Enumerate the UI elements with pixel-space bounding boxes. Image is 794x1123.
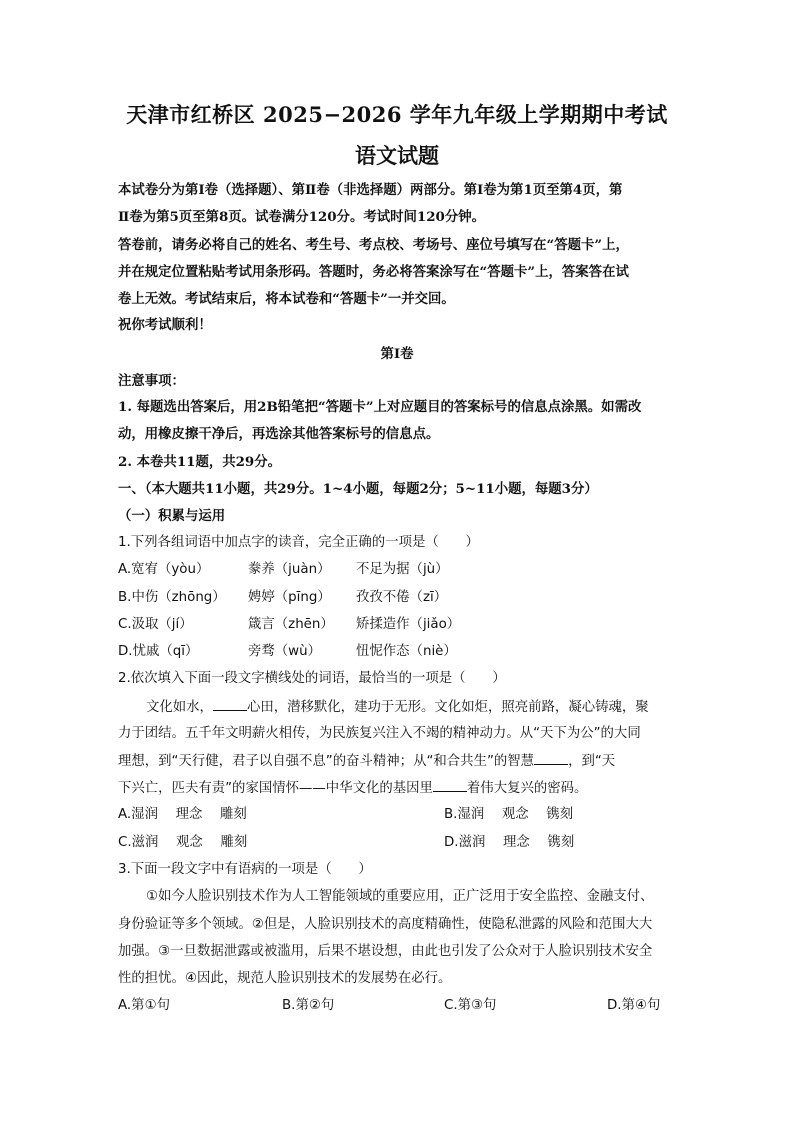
intro-line-2: Ⅱ卷为第5页至第8页。试卷满分120分。考试时间120分钟。	[118, 209, 486, 225]
section-title: 一、（本大题共11小题，共29分。1~4小题，每题2分；5~11小题，每题3分）	[118, 481, 598, 497]
intro-line-1: 本试卷分为第Ⅰ卷（选择题）、第Ⅱ卷（非选择题）两部分。第Ⅰ卷为第1页至第4页，第	[118, 182, 623, 198]
intro-line-3: 答卷前，请务必将自己的姓名、考生号、考点校、考场号、座位号填写在“答题卡”上，	[118, 237, 629, 253]
q1-option-b-2: 娉婷（pīng）	[248, 590, 331, 605]
volume-heading: 第Ⅰ卷	[380, 346, 414, 362]
q2-text-1a: 文化如水，	[146, 700, 213, 715]
q2-text-4b: 着伟大复兴的密码。	[466, 781, 588, 796]
q2-passage-line-1	[146, 698, 706, 717]
q1-option-b-3: 孜孜不倦（zī）	[356, 590, 448, 605]
q2-passage-line-3	[118, 752, 678, 771]
q2-text-3a: 理想，到“天行健，君子以自强不息”的奋斗精神；从“和合共生”的智慧	[118, 754, 535, 769]
q1-stem: 1.下列各组词语中加点字的读音，完全正确的一项是（ ）	[118, 535, 479, 550]
q2-passage-line-4	[118, 779, 678, 798]
q1-option-d-2: 旁骛（wù）	[248, 644, 322, 659]
note-1-line-2: 动，用橡皮擦干净后，再选涂其他答案标号的信息点。	[118, 426, 440, 442]
q3-option-c: C.第③句	[444, 998, 497, 1013]
q2-passage-line-2: 力于团结。五千年文明薪火相传，为民族复兴注入不竭的精神动力。从“天下为公”的大同	[118, 726, 641, 741]
notes-heading: 注意事项：	[118, 373, 185, 389]
q2-option-d: D.滋润 理念 镌刻	[444, 835, 575, 850]
q2-option-a: A.湿润 理念 雕刻	[118, 807, 247, 822]
q3-option-b: B.第②句	[282, 998, 335, 1013]
q3-option-d: D.第④句	[607, 998, 661, 1013]
q1-option-b-1: B.中伤（zhōng）	[118, 590, 226, 605]
q2-text-3b: ，到“天	[568, 754, 616, 769]
page-subtitle: 语文试题	[355, 143, 439, 168]
q1-option-c-2: 箴言（zhēn）	[248, 617, 334, 632]
section-subtitle: （一）积累与运用	[118, 508, 226, 524]
q2-stem: 2.依次填入下面一段文字横线处的词语，最恰当的一项是（ ）	[118, 671, 506, 686]
answer-blank-3	[433, 779, 467, 792]
q3-passage-line-2: 身份验证等多个领域。②但是，人脸识别技术的高度精确性，使隐私泄露的风险和范围大大	[118, 917, 653, 932]
q2-text-1b: 心田，潜移默化，建功于无形。文化如炬，照亮前路，凝心铸魂，聚	[246, 700, 649, 715]
intro-line-4: 并在规定位置粘贴考试用条形码。答题时，务必将答案涂写在“答题卡”上，答案答在试	[118, 264, 629, 280]
q2-text-4a: 下兴亡，匹夫有责”的家国情怀——中华文化的基因里	[118, 781, 433, 796]
intro-line-6: 祝你考试顺利！	[118, 317, 212, 333]
page-title: 天津市红桥区 2025−2026 学年九年级上学期期中考试	[126, 102, 668, 127]
q1-option-c-1: C.汲取（jí）	[118, 617, 193, 632]
q3-passage-line-4: 性的担忧。④因此，规范人脸识别技术的发展势在必行。	[118, 971, 452, 986]
q1-option-a-2: 豢养（juàn）	[248, 562, 331, 577]
intro-line-5: 卷上无效。考试结束后，将本试卷和“答题卡”一并交回。	[118, 291, 455, 307]
q3-passage-line-3: 加强。③一旦数据泄露或被滥用，后果不堪设想，由此也引发了公众对于人脸识别技术安全	[118, 944, 653, 959]
q3-passage-line-1: ①如今人脸识别技术作为人工智能领域的重要应用，正广泛用于安全监控、金融支付、	[146, 889, 654, 904]
note-1-line-1: 1. 每题选出答案后，用2B铅笔把“答题卡”上对应题目的答案标号的信息点涂黑。如需改	[118, 399, 642, 415]
q1-option-a-1: A.宽宥（yòu）	[118, 562, 210, 577]
q3-stem: 3.下面一段文字中有语病的一项是（ ）	[118, 862, 372, 877]
note-2: 2. 本卷共11题，共29分。	[118, 454, 282, 470]
answer-blank-1	[213, 698, 247, 711]
q1-option-a-3: 不足为据（jù）	[356, 562, 449, 577]
q2-option-b: B.湿润 观念 镌刻	[444, 807, 574, 822]
q1-option-d-3: 忸怩作态（niè）	[356, 644, 457, 659]
q1-option-c-3: 矫揉造作（jiǎo）	[356, 617, 461, 632]
q1-option-d-1: D.忧戚（qī）	[118, 644, 199, 659]
q3-option-a: A.第①句	[118, 998, 170, 1013]
answer-blank-2	[534, 752, 568, 765]
q2-option-c: C.滋润 观念 雕刻	[118, 835, 248, 850]
